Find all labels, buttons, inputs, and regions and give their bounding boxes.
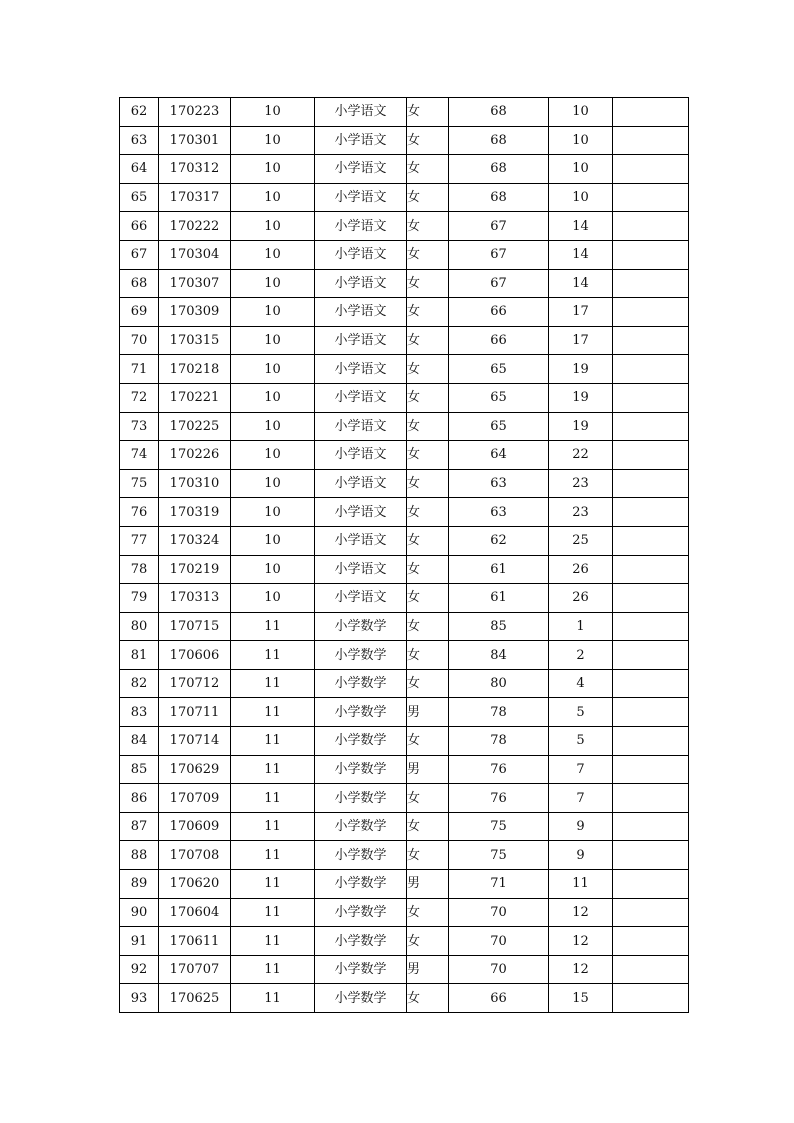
seq-cell: 77 — [120, 526, 159, 555]
seq-cell: 87 — [120, 812, 159, 841]
note-cell — [613, 841, 689, 870]
note-cell — [613, 612, 689, 641]
score-cell: 70 — [449, 927, 549, 956]
subject-cell: 小学语文 — [315, 240, 407, 269]
note-cell — [613, 526, 689, 555]
table-row — [120, 441, 689, 470]
table-row — [120, 898, 689, 927]
gender-cell: 女 — [407, 584, 449, 613]
seq-cell: 67 — [120, 240, 159, 269]
table-row — [120, 784, 689, 813]
table-row — [120, 555, 689, 584]
subject-cell: 小学数学 — [315, 641, 407, 670]
seq-cell: 81 — [120, 641, 159, 670]
rank-cell: 9 — [549, 841, 613, 870]
gender-cell: 女 — [407, 984, 449, 1013]
exam-id-cell: 170609 — [159, 812, 231, 841]
table-row — [120, 212, 689, 241]
gender-cell: 女 — [407, 641, 449, 670]
seq-cell: 78 — [120, 555, 159, 584]
exam-id-cell: 170714 — [159, 727, 231, 756]
note-cell — [613, 784, 689, 813]
score-cell: 78 — [449, 727, 549, 756]
score-cell: 75 — [449, 841, 549, 870]
exam-id-cell: 170317 — [159, 183, 231, 212]
exam-id-cell: 170606 — [159, 641, 231, 670]
exam-id-cell: 170707 — [159, 955, 231, 984]
gender-cell: 男 — [407, 698, 449, 727]
exam-id-cell: 170222 — [159, 212, 231, 241]
seq-cell: 79 — [120, 584, 159, 613]
gender-cell: 女 — [407, 155, 449, 184]
exam-id-cell: 170301 — [159, 126, 231, 155]
gender-cell: 女 — [407, 812, 449, 841]
note-cell — [613, 984, 689, 1013]
gender-cell: 女 — [407, 126, 449, 155]
exam-id-cell: 170315 — [159, 326, 231, 355]
subject-cell: 小学语文 — [315, 498, 407, 527]
score-cell: 78 — [449, 698, 549, 727]
score-cell: 68 — [449, 155, 549, 184]
score-cell: 67 — [449, 240, 549, 269]
seq-cell: 85 — [120, 755, 159, 784]
group-cell: 10 — [231, 126, 315, 155]
table-row — [120, 326, 689, 355]
group-cell: 10 — [231, 269, 315, 298]
subject-cell: 小学数学 — [315, 698, 407, 727]
group-cell: 11 — [231, 669, 315, 698]
group-cell: 11 — [231, 784, 315, 813]
rank-cell: 23 — [549, 469, 613, 498]
gender-cell: 女 — [407, 412, 449, 441]
gender-cell: 女 — [407, 269, 449, 298]
seq-cell: 74 — [120, 441, 159, 470]
exam-id-cell: 170711 — [159, 698, 231, 727]
table-row — [120, 355, 689, 384]
gender-cell: 女 — [407, 727, 449, 756]
seq-cell: 72 — [120, 383, 159, 412]
exam-id-cell: 170625 — [159, 984, 231, 1013]
table-row — [120, 240, 689, 269]
group-cell: 11 — [231, 898, 315, 927]
note-cell — [613, 555, 689, 584]
subject-cell: 小学数学 — [315, 984, 407, 1013]
score-cell: 68 — [449, 183, 549, 212]
score-cell: 85 — [449, 612, 549, 641]
group-cell: 11 — [231, 870, 315, 899]
note-cell — [613, 298, 689, 327]
gender-cell: 女 — [407, 355, 449, 384]
exam-id-cell: 170611 — [159, 927, 231, 956]
score-cell: 68 — [449, 98, 549, 127]
gender-cell: 女 — [407, 183, 449, 212]
table-row — [120, 383, 689, 412]
group-cell: 11 — [231, 612, 315, 641]
table-row — [120, 469, 689, 498]
seq-cell: 65 — [120, 183, 159, 212]
rank-cell: 12 — [549, 898, 613, 927]
note-cell — [613, 727, 689, 756]
note-cell — [613, 212, 689, 241]
group-cell: 11 — [231, 727, 315, 756]
subject-cell: 小学数学 — [315, 841, 407, 870]
group-cell: 10 — [231, 469, 315, 498]
exam-id-cell: 170221 — [159, 383, 231, 412]
seq-cell: 91 — [120, 927, 159, 956]
exam-id-cell: 170223 — [159, 98, 231, 127]
table-row — [120, 727, 689, 756]
seq-cell: 83 — [120, 698, 159, 727]
gender-cell: 女 — [407, 555, 449, 584]
subject-cell: 小学语文 — [315, 298, 407, 327]
note-cell — [613, 955, 689, 984]
score-cell: 66 — [449, 298, 549, 327]
subject-cell: 小学数学 — [315, 898, 407, 927]
table-row — [120, 269, 689, 298]
note-cell — [613, 126, 689, 155]
subject-cell: 小学语文 — [315, 98, 407, 127]
note-cell — [613, 669, 689, 698]
note-cell — [613, 870, 689, 899]
note-cell — [613, 326, 689, 355]
group-cell: 10 — [231, 298, 315, 327]
score-cell: 66 — [449, 326, 549, 355]
group-cell: 10 — [231, 355, 315, 384]
table-row — [120, 298, 689, 327]
score-cell: 75 — [449, 812, 549, 841]
rank-cell: 1 — [549, 612, 613, 641]
score-cell: 70 — [449, 898, 549, 927]
note-cell — [613, 498, 689, 527]
gender-cell: 女 — [407, 784, 449, 813]
gender-cell: 女 — [407, 326, 449, 355]
gender-cell: 女 — [407, 669, 449, 698]
table-row — [120, 584, 689, 613]
rank-cell: 4 — [549, 669, 613, 698]
note-cell — [613, 584, 689, 613]
note-cell — [613, 98, 689, 127]
subject-cell: 小学语文 — [315, 212, 407, 241]
seq-cell: 73 — [120, 412, 159, 441]
seq-cell: 70 — [120, 326, 159, 355]
seq-cell: 75 — [120, 469, 159, 498]
seq-cell: 92 — [120, 955, 159, 984]
group-cell: 11 — [231, 841, 315, 870]
exam-id-cell: 170324 — [159, 526, 231, 555]
subject-cell: 小学数学 — [315, 812, 407, 841]
note-cell — [613, 755, 689, 784]
group-cell: 10 — [231, 441, 315, 470]
seq-cell: 82 — [120, 669, 159, 698]
rank-cell: 7 — [549, 784, 613, 813]
rank-cell: 14 — [549, 212, 613, 241]
rank-cell: 5 — [549, 727, 613, 756]
rank-cell: 15 — [549, 984, 613, 1013]
subject-cell: 小学语文 — [315, 269, 407, 298]
group-cell: 11 — [231, 755, 315, 784]
table-row — [120, 612, 689, 641]
subject-cell: 小学数学 — [315, 870, 407, 899]
exam-id-cell: 170226 — [159, 441, 231, 470]
score-cell: 68 — [449, 126, 549, 155]
note-cell — [613, 898, 689, 927]
score-cell: 71 — [449, 870, 549, 899]
gender-cell: 女 — [407, 469, 449, 498]
subject-cell: 小学数学 — [315, 927, 407, 956]
rank-cell: 12 — [549, 927, 613, 956]
group-cell: 10 — [231, 584, 315, 613]
group-cell: 10 — [231, 183, 315, 212]
subject-cell: 小学语文 — [315, 555, 407, 584]
table-row — [120, 955, 689, 984]
note-cell — [613, 240, 689, 269]
rank-cell: 7 — [549, 755, 613, 784]
gender-cell: 男 — [407, 870, 449, 899]
gender-cell: 女 — [407, 298, 449, 327]
note-cell — [613, 812, 689, 841]
group-cell: 10 — [231, 412, 315, 441]
gender-cell: 女 — [407, 441, 449, 470]
table-row — [120, 412, 689, 441]
rank-cell: 9 — [549, 812, 613, 841]
exam-id-cell: 170604 — [159, 898, 231, 927]
table-row — [120, 183, 689, 212]
score-table — [119, 97, 689, 1013]
rank-cell: 11 — [549, 870, 613, 899]
rank-cell: 17 — [549, 326, 613, 355]
group-cell: 10 — [231, 498, 315, 527]
exam-id-cell: 170319 — [159, 498, 231, 527]
gender-cell: 女 — [407, 898, 449, 927]
score-cell: 65 — [449, 383, 549, 412]
rank-cell: 23 — [549, 498, 613, 527]
exam-id-cell: 170620 — [159, 870, 231, 899]
gender-cell: 女 — [407, 240, 449, 269]
score-cell: 61 — [449, 555, 549, 584]
group-cell: 10 — [231, 555, 315, 584]
exam-id-cell: 170712 — [159, 669, 231, 698]
subject-cell: 小学数学 — [315, 955, 407, 984]
subject-cell: 小学语文 — [315, 183, 407, 212]
subject-cell: 小学语文 — [315, 126, 407, 155]
subject-cell: 小学语文 — [315, 469, 407, 498]
gender-cell: 女 — [407, 841, 449, 870]
seq-cell: 62 — [120, 98, 159, 127]
rank-cell: 26 — [549, 555, 613, 584]
seq-cell: 80 — [120, 612, 159, 641]
exam-id-cell: 170709 — [159, 784, 231, 813]
rank-cell: 10 — [549, 98, 613, 127]
score-cell: 67 — [449, 212, 549, 241]
note-cell — [613, 383, 689, 412]
seq-cell: 89 — [120, 870, 159, 899]
group-cell: 10 — [231, 155, 315, 184]
group-cell: 11 — [231, 984, 315, 1013]
group-cell: 11 — [231, 812, 315, 841]
subject-cell: 小学语文 — [315, 383, 407, 412]
note-cell — [613, 355, 689, 384]
group-cell: 11 — [231, 955, 315, 984]
rank-cell: 5 — [549, 698, 613, 727]
table-row — [120, 126, 689, 155]
gender-cell: 女 — [407, 212, 449, 241]
subject-cell: 小学语文 — [315, 326, 407, 355]
table-row — [120, 927, 689, 956]
note-cell — [613, 927, 689, 956]
subject-cell: 小学数学 — [315, 612, 407, 641]
table-row — [120, 498, 689, 527]
gender-cell: 男 — [407, 755, 449, 784]
rank-cell: 14 — [549, 269, 613, 298]
group-cell: 10 — [231, 526, 315, 555]
subject-cell: 小学数学 — [315, 727, 407, 756]
table-row — [120, 841, 689, 870]
seq-cell: 64 — [120, 155, 159, 184]
gender-cell: 女 — [407, 383, 449, 412]
rank-cell: 26 — [549, 584, 613, 613]
seq-cell: 68 — [120, 269, 159, 298]
note-cell — [613, 698, 689, 727]
subject-cell: 小学语文 — [315, 355, 407, 384]
exam-id-cell: 170313 — [159, 584, 231, 613]
subject-cell: 小学语文 — [315, 441, 407, 470]
gender-cell: 女 — [407, 927, 449, 956]
score-cell: 63 — [449, 498, 549, 527]
exam-id-cell: 170309 — [159, 298, 231, 327]
group-cell: 10 — [231, 98, 315, 127]
exam-id-cell: 170304 — [159, 240, 231, 269]
rank-cell: 22 — [549, 441, 613, 470]
gender-cell: 女 — [407, 98, 449, 127]
exam-id-cell: 170219 — [159, 555, 231, 584]
seq-cell: 66 — [120, 212, 159, 241]
seq-cell: 69 — [120, 298, 159, 327]
table-row — [120, 755, 689, 784]
score-cell: 64 — [449, 441, 549, 470]
subject-cell: 小学数学 — [315, 784, 407, 813]
score-cell: 84 — [449, 641, 549, 670]
table-row — [120, 155, 689, 184]
subject-cell: 小学语文 — [315, 584, 407, 613]
seq-cell: 76 — [120, 498, 159, 527]
table-row — [120, 669, 689, 698]
group-cell: 10 — [231, 326, 315, 355]
exam-id-cell: 170708 — [159, 841, 231, 870]
exam-id-cell: 170307 — [159, 269, 231, 298]
seq-cell: 86 — [120, 784, 159, 813]
seq-cell: 63 — [120, 126, 159, 155]
table-row — [120, 526, 689, 555]
table-row — [120, 698, 689, 727]
score-cell: 70 — [449, 955, 549, 984]
subject-cell: 小学数学 — [315, 669, 407, 698]
note-cell — [613, 641, 689, 670]
table-row — [120, 984, 689, 1013]
rank-cell: 12 — [549, 955, 613, 984]
exam-id-cell: 170218 — [159, 355, 231, 384]
seq-cell: 88 — [120, 841, 159, 870]
score-cell: 76 — [449, 784, 549, 813]
score-cell: 66 — [449, 984, 549, 1013]
score-cell: 65 — [449, 355, 549, 384]
gender-cell: 女 — [407, 498, 449, 527]
group-cell: 11 — [231, 927, 315, 956]
rank-cell: 19 — [549, 355, 613, 384]
table-row — [120, 812, 689, 841]
score-cell: 63 — [449, 469, 549, 498]
seq-cell: 71 — [120, 355, 159, 384]
gender-cell: 女 — [407, 526, 449, 555]
table-body — [120, 98, 689, 1013]
rank-cell: 14 — [549, 240, 613, 269]
exam-id-cell: 170629 — [159, 755, 231, 784]
rank-cell: 19 — [549, 412, 613, 441]
rank-cell: 10 — [549, 155, 613, 184]
table-row — [120, 870, 689, 899]
exam-id-cell: 170310 — [159, 469, 231, 498]
table-row — [120, 641, 689, 670]
group-cell: 10 — [231, 212, 315, 241]
rank-cell: 17 — [549, 298, 613, 327]
subject-cell: 小学语文 — [315, 526, 407, 555]
group-cell: 11 — [231, 698, 315, 727]
rank-cell: 10 — [549, 183, 613, 212]
rank-cell: 10 — [549, 126, 613, 155]
seq-cell: 93 — [120, 984, 159, 1013]
gender-cell: 男 — [407, 955, 449, 984]
exam-id-cell: 170715 — [159, 612, 231, 641]
group-cell: 10 — [231, 240, 315, 269]
rank-cell: 19 — [549, 383, 613, 412]
exam-id-cell: 170312 — [159, 155, 231, 184]
subject-cell: 小学数学 — [315, 755, 407, 784]
group-cell: 11 — [231, 641, 315, 670]
table-row — [120, 98, 689, 127]
subject-cell: 小学语文 — [315, 412, 407, 441]
note-cell — [613, 155, 689, 184]
seq-cell: 84 — [120, 727, 159, 756]
subject-cell: 小学语文 — [315, 155, 407, 184]
note-cell — [613, 269, 689, 298]
score-cell: 80 — [449, 669, 549, 698]
note-cell — [613, 183, 689, 212]
note-cell — [613, 469, 689, 498]
rank-cell: 25 — [549, 526, 613, 555]
score-cell: 65 — [449, 412, 549, 441]
score-cell: 61 — [449, 584, 549, 613]
exam-id-cell: 170225 — [159, 412, 231, 441]
note-cell — [613, 441, 689, 470]
score-cell: 62 — [449, 526, 549, 555]
rank-cell: 2 — [549, 641, 613, 670]
group-cell: 10 — [231, 383, 315, 412]
note-cell — [613, 412, 689, 441]
seq-cell: 90 — [120, 898, 159, 927]
score-cell: 76 — [449, 755, 549, 784]
score-cell: 67 — [449, 269, 549, 298]
gender-cell: 女 — [407, 612, 449, 641]
